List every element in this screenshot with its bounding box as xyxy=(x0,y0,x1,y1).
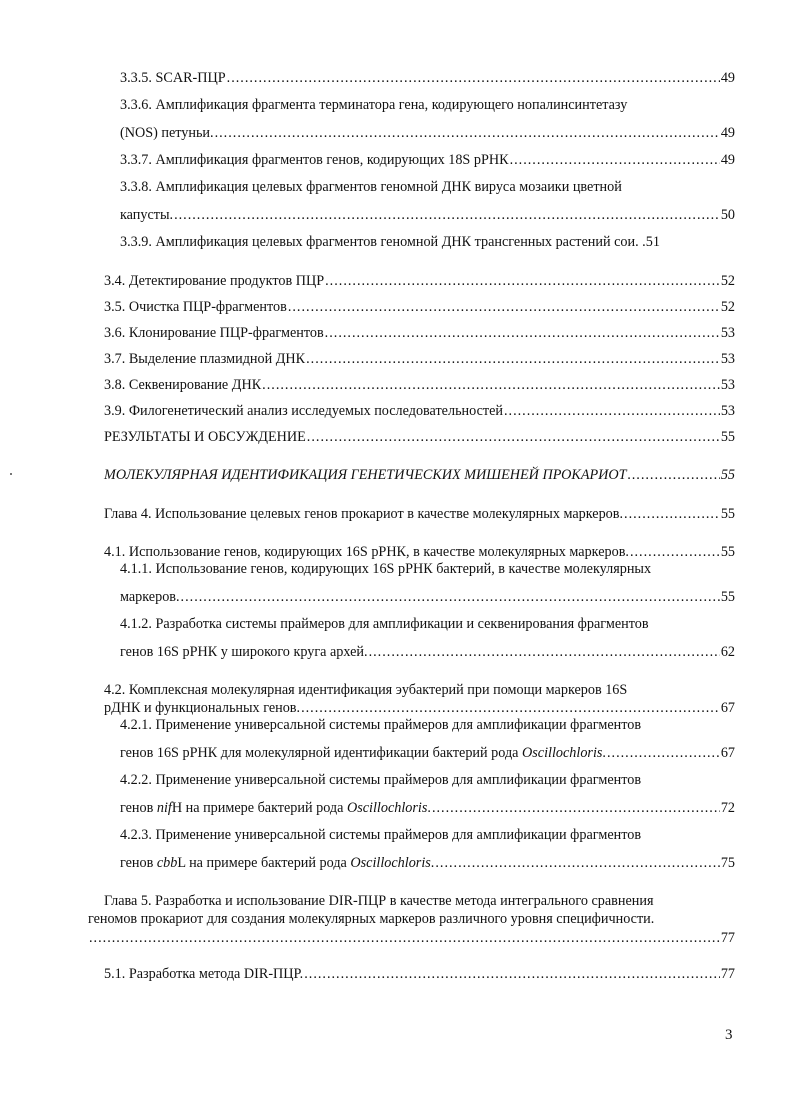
title-text: генов 16S рРНК для молекулярной идентификации бактерий рода xyxy=(120,745,523,761)
toc-entry-title: 3.3.5. SCAR-ПЦР xyxy=(120,70,226,86)
toc-page-ref: 55 xyxy=(720,589,735,605)
toc-entry-4-2-3-line1[interactable]: 4.2.3. Применение универсальной системы праймеров для амплификации фрагментов xyxy=(120,827,642,843)
toc-page-ref: 55 xyxy=(720,429,735,445)
leader-dots xyxy=(325,324,720,342)
toc-entry-title: РЕЗУЛЬТАТЫ И ОБСУЖДЕНИЕ xyxy=(104,429,306,445)
toc-entry-title xyxy=(120,744,606,762)
toc-entry-title: 3.5. Очистка ПЦР-фрагментов xyxy=(104,299,287,315)
leader-dots xyxy=(215,124,720,142)
leader-dots xyxy=(306,350,720,368)
toc-entry-4-2[interactable] xyxy=(104,699,735,717)
toc-entry-4-2-line1[interactable]: 4.2. Комплексная молекулярная идентификация эубактерий при помощи маркеров 16S xyxy=(104,682,628,698)
toc-entry-4-1-1-line1[interactable]: 4.1.1. Использование генов, кодирующих 16S рРНК бактерий, в качестве молекулярных xyxy=(120,561,652,577)
genus-name: Oscillochloris xyxy=(350,855,431,871)
gene-suffix: L xyxy=(177,855,186,871)
leader-dots xyxy=(307,428,720,446)
toc-entry-title xyxy=(120,854,434,872)
toc-entry-title: 3.9. Филогенетический анализ исследуемых последовательностей xyxy=(104,403,503,419)
toc-entry-title: 4.1. Использование генов, кодирующих 16S рРНК, в качестве молекулярных маркеров. xyxy=(104,544,629,560)
toc-entry-3-7[interactable] xyxy=(104,350,735,368)
toc-entry-3-9[interactable] xyxy=(104,402,735,420)
title-text: генов xyxy=(120,855,157,871)
toc-entry-4-2-3[interactable] xyxy=(120,854,735,872)
toc-entry-title: 3.3.9. Амплификация целевых фрагментов геномной ДНК трансгенных растений сои. . xyxy=(120,234,646,250)
leader-dots xyxy=(301,699,720,717)
toc-entry-3-3-8-line1[interactable]: 3.3.8. Амплификация целевых фрагментов геномной ДНК вируса мозаики цветной xyxy=(120,179,622,195)
leader-dots xyxy=(630,543,720,561)
toc-entry-chapter-5[interactable] xyxy=(88,929,735,947)
toc-page-ref: 67 xyxy=(720,745,735,761)
leader-dots xyxy=(628,466,720,484)
leader-dots xyxy=(432,799,720,817)
toc-entry-4-1[interactable] xyxy=(104,543,735,561)
toc-page-ref: 49 xyxy=(720,70,735,86)
toc-page-ref: 53 xyxy=(720,403,735,419)
leader-dots xyxy=(607,744,720,762)
toc-entry-title: 3.8. Секвенирование ДНК xyxy=(104,377,262,393)
title-text: на примере бактерий рода xyxy=(185,855,351,871)
toc-page-ref: 67 xyxy=(720,700,735,716)
toc-entry-4-1-2-line1[interactable]: 4.1.2. Разработка системы праймеров для амплификации и секвенирования фрагментов xyxy=(120,616,649,632)
toc-entry-3-3-8[interactable] xyxy=(120,206,735,224)
page-number: 3 xyxy=(725,1027,733,1043)
toc-entry-title: 5.1. Разработка метода DIR-ПЦР. xyxy=(104,966,304,982)
toc-entry-3-3-6[interactable] xyxy=(120,124,735,142)
toc-entry-title: 3.7. Выделение плазмидной ДНК xyxy=(104,351,306,367)
toc-page-ref: 53 xyxy=(720,377,735,393)
toc-entry-results[interactable] xyxy=(104,428,735,446)
toc-page-ref: 49 xyxy=(720,125,735,141)
leader-dots xyxy=(325,272,720,290)
toc-entry-3-4[interactable] xyxy=(104,272,735,290)
toc-entry-3-3-5[interactable] xyxy=(120,69,735,87)
leader-dots xyxy=(262,376,720,394)
toc-entry-4-2-1[interactable] xyxy=(120,744,735,762)
toc-entry-4-1-2[interactable] xyxy=(120,643,735,661)
toc-page-ref: 77 xyxy=(720,930,735,946)
toc-entry-3-3-7[interactable] xyxy=(120,151,735,169)
gene-name: cbb xyxy=(156,855,178,871)
toc-entry-chapter-5-line2[interactable]: геномов прокариот для создания молекулярных маркеров различного уровня специфичности. xyxy=(88,911,655,927)
leader-dots xyxy=(504,402,720,420)
title-text: генов xyxy=(120,800,157,816)
title-text: . xyxy=(427,800,431,816)
toc-page-ref: 53 xyxy=(720,325,735,341)
toc-entry-part-molecular-identification[interactable] xyxy=(104,466,735,484)
toc-entry-title xyxy=(120,799,431,817)
toc-entry-title: (NOS) петуньи. xyxy=(120,125,214,141)
leader-dots xyxy=(181,588,720,606)
genus-name: Oscillochloris xyxy=(522,745,603,761)
toc-entry-chapter-5-line1[interactable]: Глава 5. Разработка и использование DIR-ПЦР в качестве метода интегрального сравнения xyxy=(104,893,654,909)
toc-page-ref: 77 xyxy=(720,966,735,982)
genus-name: Oscillochloris xyxy=(346,800,428,816)
toc-page-ref: 55 xyxy=(720,467,735,483)
title-text: на примере бактерий рода xyxy=(182,800,347,816)
toc-page-ref: 55 xyxy=(720,506,735,522)
toc-entry-3-8[interactable] xyxy=(104,376,735,394)
title-text: . xyxy=(602,745,606,761)
toc-page-ref: 49 xyxy=(720,152,735,168)
toc-entry-title: МОЛЕКУЛЯРНАЯ ИДЕНТИФИКАЦИЯ ГЕНЕТИЧЕСКИХ МИШЕНЕЙ ПРОКАРИОТ xyxy=(104,467,627,483)
toc-entry-4-1-1[interactable] xyxy=(120,588,735,606)
toc-entry-title: маркеров. xyxy=(120,589,180,605)
toc-entry-title: 3.6. Клонирование ПЦР-фрагментов xyxy=(104,325,324,341)
toc-entry-title: капусты. xyxy=(120,207,174,223)
leader-dots xyxy=(369,643,720,661)
toc-entry-title: рДНК и функциональных генов. xyxy=(104,700,301,716)
toc-page-ref: 53 xyxy=(720,351,735,367)
toc-page-ref: 50 xyxy=(720,207,735,223)
toc-entry-title: 3.4. Детектирование продуктов ПЦР xyxy=(104,273,325,289)
toc-page-ref: 52 xyxy=(720,299,735,315)
leader-dots xyxy=(304,965,720,983)
leader-dots xyxy=(89,929,720,947)
toc-entry-3-5[interactable] xyxy=(104,298,735,316)
toc-page-ref: 75 xyxy=(720,855,735,871)
toc-entry-chapter-4[interactable] xyxy=(104,505,735,523)
title-text: . xyxy=(430,855,435,871)
toc-entry-4-2-1-line1[interactable]: 4.2.1. Применение универсальной системы праймеров для амплификации фрагментов xyxy=(120,717,642,733)
leader-dots xyxy=(435,854,719,872)
toc-entry-title: Глава 4. Использование целевых генов прокариот в качестве молекулярных маркеров. xyxy=(104,506,624,522)
toc-page-ref: 72 xyxy=(720,800,735,816)
leader-dots xyxy=(510,151,720,169)
toc-entry-3-3-6-line1[interactable]: 3.3.6. Амплификация фрагмента терминатора гена, кодирующего нопалинсинтетазу xyxy=(120,97,628,113)
leader-dots xyxy=(624,505,720,523)
toc-page-ref: 62 xyxy=(720,644,735,660)
toc-entry-4-2-2-line1[interactable]: 4.2.2. Применение универсальной системы праймеров для амплификации фрагментов xyxy=(120,772,642,788)
toc-entry-title: 3.3.7. Амплификация фрагментов генов, кодирующих 18S рРНК xyxy=(120,152,509,168)
leader-dots xyxy=(288,298,720,316)
toc-entry-5-1[interactable] xyxy=(104,965,735,983)
toc-entry-4-2-2[interactable] xyxy=(120,799,735,817)
toc-entry-3-3-9[interactable] xyxy=(120,233,735,251)
gene-name: nif xyxy=(156,800,172,816)
leader-dots xyxy=(174,206,720,224)
toc-page-ref: 51 xyxy=(645,234,660,250)
scan-artifact xyxy=(10,473,12,475)
leader-dots xyxy=(227,69,720,87)
toc-page-ref: 55 xyxy=(720,544,735,560)
gene-suffix: H xyxy=(171,800,183,816)
toc-page-ref: 52 xyxy=(720,273,735,289)
toc-entry-title: генов 16S рРНК у широкого круга архей. xyxy=(120,644,368,660)
toc-entry-3-6[interactable] xyxy=(104,324,735,342)
